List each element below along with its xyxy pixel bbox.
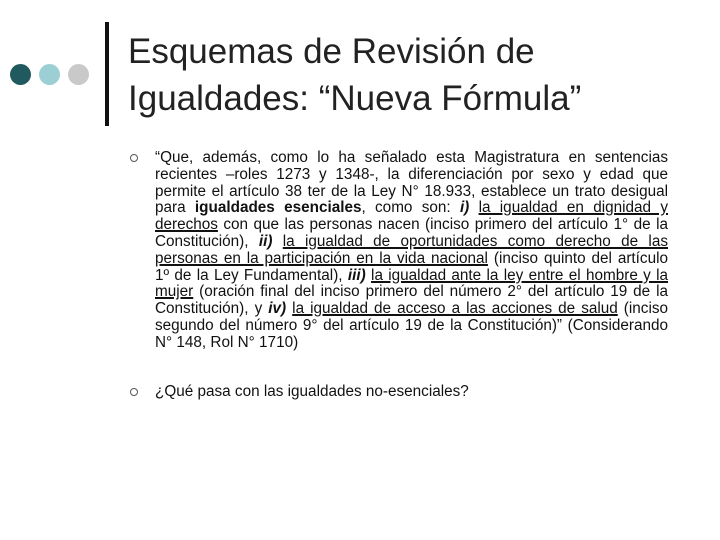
bullet-list bbox=[128, 150, 668, 400]
circle-bullet-icon bbox=[130, 388, 138, 396]
gray-dot-icon bbox=[68, 64, 89, 85]
circle-bullet-icon bbox=[130, 154, 138, 162]
title-line-1: Esquemas de Revisión de bbox=[128, 32, 535, 71]
emphasis-igualdades-esenciales: igualdades esenciales bbox=[194, 199, 362, 217]
light-teal-dot-icon bbox=[39, 64, 60, 85]
title-divider bbox=[105, 22, 109, 126]
slide-title bbox=[128, 28, 698, 122]
bullet-quote bbox=[128, 150, 668, 352]
enum-marker: i) bbox=[459, 199, 470, 217]
quote-text: (inciso quinto del artículo 1º de la Ley Fundamental), bbox=[155, 249, 668, 284]
underlined-oportunidades: la igualdad de oportunidades como derecho de las personas en la participación en la vida nacional bbox=[155, 232, 668, 267]
underlined-dignidad: la igualdad en dignidad y derechos bbox=[155, 199, 668, 234]
enum-marker: iii) bbox=[347, 266, 366, 284]
underlined-ante-la-ley: la igualdad ante la ley entre el hombre y la mujer bbox=[155, 266, 669, 301]
underlined-acceso-salud: la igualdad de acceso a las acciones de salud bbox=[292, 300, 618, 318]
quote-text: (oración final del inciso primero del número 2° del artículo 19 de la Constitución), y bbox=[155, 283, 668, 318]
quote-text: con que las personas nacen (inciso primero del artículo 1° de la Constitución), bbox=[155, 216, 668, 250]
quote-text: (inciso segundo del número 9° del artículo 19 de la Constitución)” (Considerando N° 148, Rol N° 1710) bbox=[155, 300, 669, 351]
enum-marker: ii) bbox=[258, 232, 273, 250]
quote-text: , como son: bbox=[361, 199, 460, 217]
bullet-question bbox=[128, 384, 668, 401]
quote-text: “Que, además, como lo ha señalado esta Magistratura en sentencias recientes –roles 1273 y 1348-, la diferenciación por sexo y edad que permite el artículo 38 ter de la Ley N° 18.933, establece un trato desigual para bbox=[155, 149, 668, 217]
question-text: ¿Qué pasa con las igualdades no-esenciales? bbox=[155, 382, 469, 400]
title-line-2: Igualdades: “Nueva Fórmula” bbox=[128, 79, 582, 118]
enum-marker: iv) bbox=[268, 300, 287, 318]
dark-teal-dot-icon bbox=[10, 64, 31, 85]
